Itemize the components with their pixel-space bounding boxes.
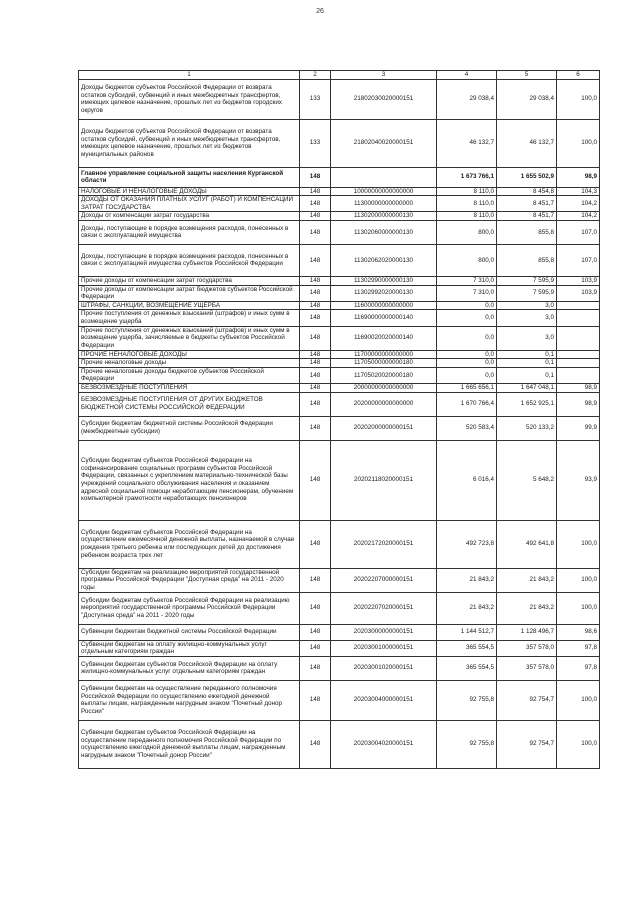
row-percent-cell: 99,9 — [557, 416, 600, 440]
row-name-cell: Прочие доходы от компенсации затрат государства — [79, 276, 300, 285]
row-plan-cell: 6 016,4 — [437, 440, 497, 520]
row-budget-code-cell: 20203000000000151 — [331, 624, 437, 640]
row-percent-cell: 104,2 — [557, 196, 600, 212]
row-percent-cell — [557, 326, 600, 350]
row-name-cell: Доходы, поступающие в порядке возмещения расходов, понесенных в связи с эксплуатацией имущества — [79, 220, 300, 244]
row-admin-code-cell: 148 — [300, 285, 331, 301]
page-number: 26 — [316, 8, 324, 15]
row-percent-cell: 98,9 — [557, 383, 600, 392]
row-plan-cell: 8 110,0 — [437, 196, 497, 212]
row-admin-code-cell: 148 — [300, 326, 331, 350]
row-name-cell: Доходы, поступающие в порядке возмещения расходов, понесенных в связи с эксплуатацией имущества субъектов Российской Федерации — [79, 244, 300, 276]
row-plan-cell: 1 670 766,4 — [437, 392, 497, 416]
row-name-cell: Субвенции бюджетам субъектов Российской Федерации на осуществление переданного полномочия Российской Федерации по осуществлению ежегодной денежной выплаты лицам, награжденным нагрудным знаком "Почетный донор России" — [79, 720, 300, 768]
row-actual-cell: 92 754,7 — [497, 720, 557, 768]
table-row — [79, 520, 600, 568]
row-admin-code-cell: 148 — [300, 640, 331, 656]
row-name-cell: Прочие неналоговые доходы бюджетов субъектов Российской Федерации — [79, 367, 300, 383]
row-name-cell: Субвенции бюджетам на осуществление переданного полномочия Российской Федерации по осуществлению ежегодной денежной выплаты лицам, награжденным нагрудным знаком "Почетный донор России" — [79, 680, 300, 720]
row-plan-cell: 0,0 — [437, 367, 497, 383]
row-admin-code-cell: 133 — [300, 119, 331, 167]
row-percent-cell: 93,9 — [557, 440, 600, 520]
row-name-cell: Субсидии бюджетам на реализацию мероприятий государственной программы Российской Федерации "Доступная среда" на 2011 - 2020 годы — [79, 568, 300, 592]
row-admin-code-cell: 148 — [300, 720, 331, 768]
row-percent-cell: 107,0 — [557, 220, 600, 244]
row-budget-code-cell: 20202118020000151 — [331, 440, 437, 520]
row-actual-cell: 520 133,2 — [497, 416, 557, 440]
row-admin-code-cell: 148 — [300, 310, 331, 326]
row-percent-cell — [557, 367, 600, 383]
row-name-cell: Субсидии бюджетам бюджетной системы Российской Федерации (межбюджетные субсидии) — [79, 416, 300, 440]
row-percent-cell: 100,0 — [557, 79, 600, 119]
row-admin-code-cell: 148 — [300, 187, 331, 196]
table-row — [79, 212, 600, 221]
row-plan-cell: 520 583,4 — [437, 416, 497, 440]
row-plan-cell: 7 310,0 — [437, 276, 497, 285]
row-percent-cell: 103,9 — [557, 276, 600, 285]
row-budget-code-cell: 20203001000000151 — [331, 640, 437, 656]
row-admin-code-cell: 148 — [300, 244, 331, 276]
row-name-cell: БЕЗВОЗМЕЗДНЫЕ ПОСТУПЛЕНИЯ ОТ ДРУГИХ БЮДЖЕТОВ БЮДЖЕТНОЙ СИСТЕМЫ РОССИЙСКОЙ ФЕДЕРАЦИИ — [79, 392, 300, 416]
row-name-cell: ДОХОДЫ ОТ ОКАЗАНИЯ ПЛАТНЫХ УСЛУГ (РАБОТ) И КОМПЕНСАЦИИ ЗАТРАТ ГОСУДАРСТВА — [79, 196, 300, 212]
row-name-cell: Субвенции бюджетам бюджетной системы Российской Федерации — [79, 624, 300, 640]
row-plan-cell: 46 132,7 — [437, 119, 497, 167]
row-admin-code-cell: 148 — [300, 520, 331, 568]
table-row — [79, 167, 600, 187]
row-percent-cell: 100,0 — [557, 592, 600, 624]
row-plan-cell: 1 144 512,7 — [437, 624, 497, 640]
row-plan-cell: 800,0 — [437, 244, 497, 276]
table-row — [79, 624, 600, 640]
table-row — [79, 276, 600, 285]
row-plan-cell: 365 554,5 — [437, 640, 497, 656]
table-row — [79, 640, 600, 656]
table-row — [79, 244, 600, 276]
row-name-cell: Прочие поступления от денежных взысканий (штрафов) и иных сумм в возмещение ущерба, зачисляемые в бюджеты субъектов Российской Федерации — [79, 326, 300, 350]
table-row — [79, 285, 600, 301]
row-budget-code-cell: 20202000000000151 — [331, 416, 437, 440]
table-row — [79, 568, 600, 592]
table-row — [79, 720, 600, 768]
row-actual-cell: 357 578,0 — [497, 640, 557, 656]
revenue-table — [78, 70, 600, 769]
row-name-cell: БЕЗВОЗМЕЗДНЫЕ ПОСТУПЛЕНИЯ — [79, 383, 300, 392]
row-budget-code-cell: 11302000000000130 — [331, 212, 437, 221]
table-row — [79, 187, 600, 196]
table-row — [79, 416, 600, 440]
row-percent-cell — [557, 301, 600, 310]
row-percent-cell: 104,3 — [557, 187, 600, 196]
row-budget-code-cell: 11690020020000140 — [331, 326, 437, 350]
row-name-cell: Субсидии бюджетам субъектов Российской Федерации на софинансирование социальных программ субъектов Российской Федерации, связанных с укреплением материально-технической базы учреждений социального обслуживания населения и оказанием адресной социальной помощи неработающим пенсионерам, обучением компьютерной грамотности неработающих пенсионеров — [79, 440, 300, 520]
row-admin-code-cell: 148 — [300, 212, 331, 221]
row-actual-cell: 1 647 048,1 — [497, 383, 557, 392]
row-budget-code-cell: 11700000000000000 — [331, 350, 437, 359]
row-admin-code-cell: 148 — [300, 624, 331, 640]
row-actual-cell: 357 578,0 — [497, 656, 557, 680]
column-header: 5 — [497, 71, 557, 80]
row-percent-cell: 100,0 — [557, 568, 600, 592]
column-header: 4 — [437, 71, 497, 80]
row-budget-code-cell: 20202207020000151 — [331, 592, 437, 624]
row-budget-code-cell: 11300000000000000 — [331, 196, 437, 212]
row-admin-code-cell: 148 — [300, 383, 331, 392]
row-budget-code-cell: 20202172020000151 — [331, 520, 437, 568]
row-plan-cell: 92 755,8 — [437, 720, 497, 768]
row-admin-code-cell: 148 — [300, 680, 331, 720]
table-row — [79, 440, 600, 520]
row-actual-cell: 0,1 — [497, 359, 557, 368]
row-budget-code-cell: 11705020020000180 — [331, 367, 437, 383]
row-admin-code-cell: 148 — [300, 440, 331, 520]
row-plan-cell: 21 843,2 — [437, 568, 497, 592]
row-budget-code-cell: 20000000000000000 — [331, 383, 437, 392]
row-plan-cell: 1 673 766,1 — [437, 167, 497, 187]
row-budget-code-cell: 11302992020000130 — [331, 285, 437, 301]
row-actual-cell: 1 652 925,1 — [497, 392, 557, 416]
row-plan-cell: 365 554,5 — [437, 656, 497, 680]
row-percent-cell: 98,9 — [557, 392, 600, 416]
row-name-cell: Главное управление социальной защиты населения Курганской области — [79, 167, 300, 187]
row-plan-cell: 1 665 656,1 — [437, 383, 497, 392]
row-admin-code-cell: 148 — [300, 350, 331, 359]
table-row — [79, 383, 600, 392]
row-actual-cell: 21 843,2 — [497, 568, 557, 592]
row-percent-cell — [557, 350, 600, 359]
table-row — [79, 350, 600, 359]
row-name-cell: Субсидии бюджетам субъектов Российской Федерации на осуществление ежемесячной денежной выплаты, назначаемой в случае рождения третьего ребенка или последующих детей до достижения ребенком возраста трех лет — [79, 520, 300, 568]
row-budget-code-cell — [331, 167, 437, 187]
row-percent-cell: 100,0 — [557, 520, 600, 568]
row-plan-cell: 29 038,4 — [437, 79, 497, 119]
row-name-cell: ПРОЧИЕ НЕНАЛОГОВЫЕ ДОХОДЫ — [79, 350, 300, 359]
row-plan-cell: 8 110,0 — [437, 212, 497, 221]
row-admin-code-cell: 148 — [300, 196, 331, 212]
row-actual-cell: 21 843,2 — [497, 592, 557, 624]
row-name-cell: Доходы бюджетов субъектов Российской Федерации от возврата остатков субсидий, субвенций и иных межбюджетных трансфертов, имеющих целевое назначение, прошлых лет из бюджетов муниципальных районов — [79, 119, 300, 167]
row-actual-cell: 7 595,9 — [497, 276, 557, 285]
row-plan-cell: 7 310,0 — [437, 285, 497, 301]
table-row — [79, 680, 600, 720]
row-actual-cell: 0,1 — [497, 350, 557, 359]
row-plan-cell: 0,0 — [437, 301, 497, 310]
table-row — [79, 310, 600, 326]
row-admin-code-cell: 148 — [300, 167, 331, 187]
row-plan-cell: 8 110,0 — [437, 187, 497, 196]
row-budget-code-cell: 11705000000000180 — [331, 359, 437, 368]
row-actual-cell: 3,0 — [497, 301, 557, 310]
row-percent-cell: 100,0 — [557, 680, 600, 720]
table-body — [79, 79, 600, 768]
row-budget-code-cell: 11302990000000130 — [331, 276, 437, 285]
row-actual-cell: 7 595,9 — [497, 285, 557, 301]
row-budget-code-cell: 20203004020000151 — [331, 720, 437, 768]
row-actual-cell: 29 038,4 — [497, 79, 557, 119]
row-budget-code-cell: 11690000000000140 — [331, 310, 437, 326]
table-row — [79, 592, 600, 624]
row-name-cell: Субсидии бюджетам субъектов Российской Федерации на реализацию мероприятий государственной программы Российской Федерации "Доступная среда" на 2011 - 2020 годы — [79, 592, 300, 624]
row-budget-code-cell: 21802030020000151 — [331, 79, 437, 119]
row-actual-cell: 8 451,7 — [497, 212, 557, 221]
row-budget-code-cell: 11302062020000130 — [331, 244, 437, 276]
row-admin-code-cell: 148 — [300, 220, 331, 244]
row-actual-cell: 5 648,2 — [497, 440, 557, 520]
table-row — [79, 367, 600, 383]
row-percent-cell: 104,2 — [557, 212, 600, 221]
column-number-row — [79, 71, 600, 80]
row-actual-cell: 8 454,8 — [497, 187, 557, 196]
row-plan-cell: 0,0 — [437, 350, 497, 359]
table-row — [79, 326, 600, 350]
row-percent-cell: 98,6 — [557, 624, 600, 640]
row-budget-code-cell: 20202207000000151 — [331, 568, 437, 592]
row-plan-cell: 0,0 — [437, 359, 497, 368]
row-percent-cell — [557, 359, 600, 368]
row-admin-code-cell: 148 — [300, 301, 331, 310]
column-header: 2 — [300, 71, 331, 80]
row-actual-cell: 3,0 — [497, 326, 557, 350]
row-actual-cell: 855,8 — [497, 244, 557, 276]
row-budget-code-cell: 10000000000000000 — [331, 187, 437, 196]
row-name-cell: Прочие доходы от компенсации затрат бюджетов субъектов Российской Федерации — [79, 285, 300, 301]
row-plan-cell: 92 755,8 — [437, 680, 497, 720]
row-budget-code-cell: 11600000000000000 — [331, 301, 437, 310]
row-plan-cell: 492 723,8 — [437, 520, 497, 568]
row-admin-code-cell: 148 — [300, 392, 331, 416]
row-admin-code-cell: 148 — [300, 276, 331, 285]
row-budget-code-cell: 21802040020000151 — [331, 119, 437, 167]
row-percent-cell: 103,9 — [557, 285, 600, 301]
row-admin-code-cell: 148 — [300, 416, 331, 440]
row-percent-cell: 97,8 — [557, 640, 600, 656]
row-actual-cell: 8 451,7 — [497, 196, 557, 212]
row-name-cell: Субвенции бюджетам субъектов Российской Федерации на оплату жилищно-коммунальных услуг отдельным категориям граждан — [79, 656, 300, 680]
row-actual-cell: 46 132,7 — [497, 119, 557, 167]
row-actual-cell: 1 655 502,9 — [497, 167, 557, 187]
column-header: 1 — [79, 71, 300, 80]
row-actual-cell: 92 754,7 — [497, 680, 557, 720]
row-name-cell: ШТРАФЫ, САНКЦИИ, ВОЗМЕЩЕНИЕ УЩЕРБА — [79, 301, 300, 310]
table-row — [79, 359, 600, 368]
row-name-cell: Субвенции бюджетам на оплату жилищно-коммунальных услуг отдельным категориям граждан — [79, 640, 300, 656]
row-admin-code-cell: 148 — [300, 367, 331, 383]
row-plan-cell: 0,0 — [437, 326, 497, 350]
column-header: 6 — [557, 71, 600, 80]
row-plan-cell: 800,0 — [437, 220, 497, 244]
row-name-cell: Прочие поступления от денежных взысканий (штрафов) и иных сумм в возмещение ущерба — [79, 310, 300, 326]
row-percent-cell — [557, 310, 600, 326]
row-plan-cell: 21 843,2 — [437, 592, 497, 624]
row-name-cell: НАЛОГОВЫЕ И НЕНАЛОГОВЫЕ ДОХОДЫ — [79, 187, 300, 196]
row-percent-cell: 98,9 — [557, 167, 600, 187]
table-row — [79, 220, 600, 244]
table-row — [79, 392, 600, 416]
row-budget-code-cell: 20200000000000000 — [331, 392, 437, 416]
table-row — [79, 301, 600, 310]
row-budget-code-cell: 20203001020000151 — [331, 656, 437, 680]
row-admin-code-cell: 148 — [300, 359, 331, 368]
row-admin-code-cell: 148 — [300, 656, 331, 680]
row-admin-code-cell: 148 — [300, 592, 331, 624]
row-admin-code-cell: 148 — [300, 568, 331, 592]
column-header: 3 — [331, 71, 437, 80]
row-actual-cell: 855,8 — [497, 220, 557, 244]
table-row — [79, 656, 600, 680]
row-percent-cell: 97,8 — [557, 656, 600, 680]
row-percent-cell: 107,0 — [557, 244, 600, 276]
row-budget-code-cell: 11302060000000130 — [331, 220, 437, 244]
row-name-cell: Доходы бюджетов субъектов Российской Федерации от возврата остатков субсидий, субвенций и иных межбюджетных трансфертов, имеющих целевое назначение, прошлых лет из бюджетов городских округов — [79, 79, 300, 119]
row-percent-cell: 100,0 — [557, 720, 600, 768]
row-actual-cell: 3,0 — [497, 310, 557, 326]
row-actual-cell: 492 641,8 — [497, 520, 557, 568]
row-name-cell: Прочие неналоговые доходы — [79, 359, 300, 368]
row-actual-cell: 0,1 — [497, 367, 557, 383]
row-plan-cell: 0,0 — [437, 310, 497, 326]
table-row — [79, 196, 600, 212]
row-name-cell: Доходы от компенсации затрат государства — [79, 212, 300, 221]
table-row — [79, 79, 600, 119]
row-admin-code-cell: 133 — [300, 79, 331, 119]
table-row — [79, 119, 600, 167]
row-percent-cell: 100,0 — [557, 119, 600, 167]
row-actual-cell: 1 128 496,7 — [497, 624, 557, 640]
row-budget-code-cell: 20203004000000151 — [331, 680, 437, 720]
